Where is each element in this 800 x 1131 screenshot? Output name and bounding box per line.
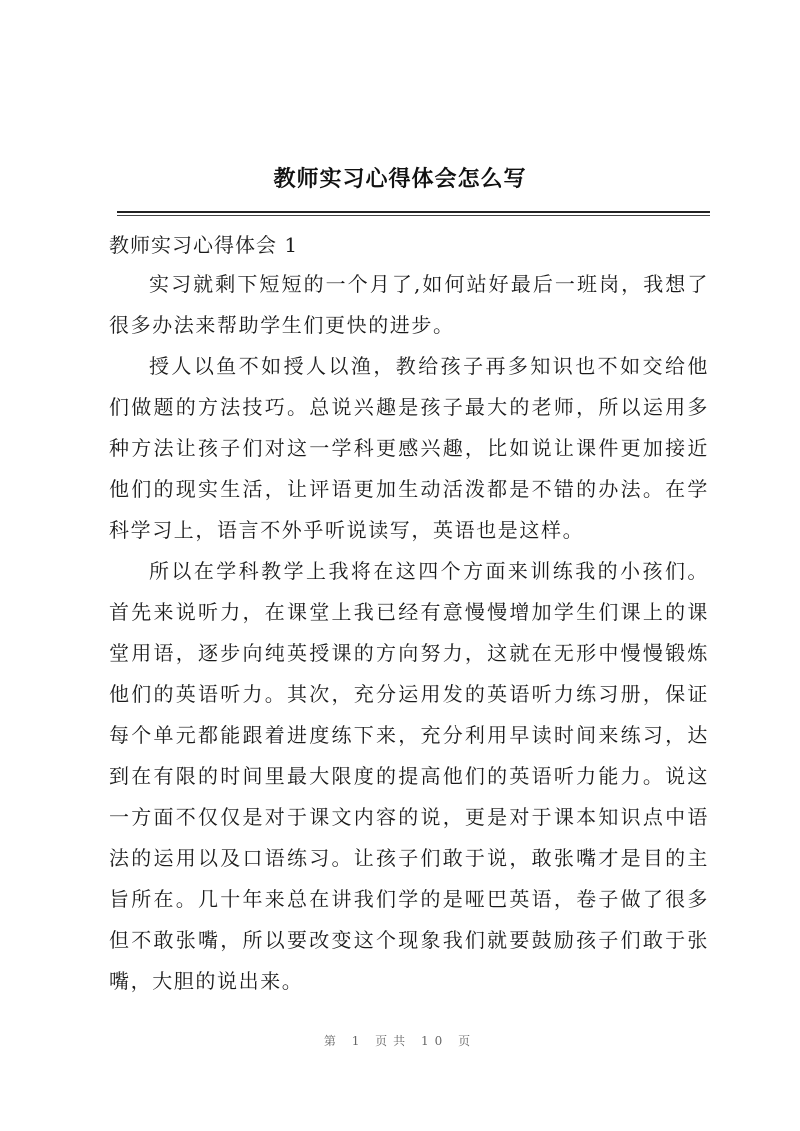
paragraph-2: 授人以鱼不如授人以渔，教给孩子再多知识也不如交给他们做题的方法技巧。总说兴趣是孩子最大的老师，所以运用多种方法让孩子们对这一学科更感兴趣，比如说让课件更加接近他们的现实生活，让评语更加生动活泼都是不错的办法。在学科学习上，语言不外乎听说读写，英语也是这样。 — [109, 354, 709, 542]
title-divider-thick — [117, 211, 710, 213]
section-heading: 教师实习心得体会 1 — [109, 233, 299, 257]
document-title: 教师实习心得体会怎么写 — [273, 167, 527, 192]
title-divider-thin — [117, 215, 710, 216]
paragraph-1: 实习就剩下短短的一个月了,如何站好最后一班岗，我想了很多办法来帮助学生们更快的进步。 — [109, 272, 709, 337]
document-body — [109, 226, 709, 1002]
page-footer: 第 1 页共 10 页 — [323, 1034, 477, 1048]
paragraph-3: 所以在学科教学上我将在这四个方面来训练我的小孩们。首先来说听力，在课堂上我已经有意慢慢增加学生们课上的课堂用语，逐步向纯英授课的方向努力，这就在无形中慢慢锻炼他们的英语听力。其次，充分运用发的英语听力练习册，保证每个单元都能跟着进度练下来，充分利用早读时间来练习，达到在有限的时间里最大限度的提高他们的英语听力能力。说这一方面不仅仅是对于课文内容的说，更是对于课本知识点中语法的运用以及口语练习。让孩子们敢于说，敢张嘴才是目的主旨所在。几十年来总在讲我们学的是哑巴英语，卷子做了很多但不敢张嘴，所以要改变这个现象我们就要鼓励孩子们敢于张嘴，大胆的说出来。 — [109, 559, 709, 993]
